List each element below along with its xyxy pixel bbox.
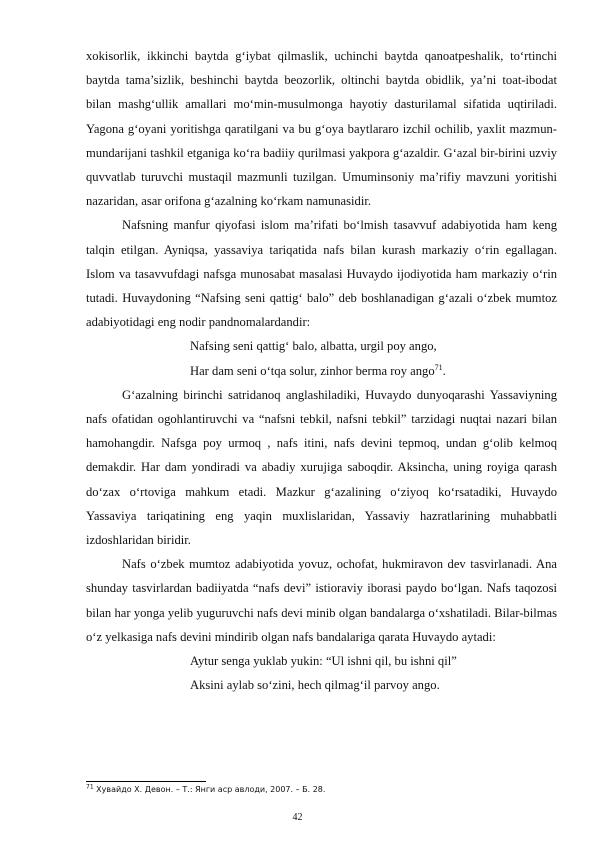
- verse-1-line-2-text: Har dam seni o‘tqa solur, zinhor berma roy ango: [190, 363, 435, 378]
- verse-2-line-2: Aksini aylab so‘zini, hech qilmag‘il parvoy ango.: [190, 678, 440, 693]
- verse-1-line-1: Nafsing seni qattig‘ balo, albatta, urgil poy ango,: [190, 339, 437, 354]
- page-body: [86, 44, 557, 697]
- page-number: 42: [292, 812, 303, 823]
- verse-1-line-2-end: .: [442, 363, 446, 378]
- footnote-divider: [86, 781, 206, 782]
- paragraph-3: G‘azalning birinchi satridanoq anglashiladiki, Huvaydo dunyoqarashi Yassaviyning nafs ofatidan ogohlantiruvchi va “nafsni tebkil, nafsni tebkil” tarzidagi nuqtai nazari bilan hamohangdir. Nafsga poy urmoq , nafs itini, nafs devini tepmoq, undan g‘olib kelmoq demakdir. Har dam yondiradi va abadiy xurujiga saboqdir. Aksincha, uning royiga qarash do‘zax o‘rtoviga mahkum etadi. Mazkur g‘azalining o‘ziyoq ko‘rsatadiki, Huvaydo Yassaviya tariqatining eng yaqin muxlislaridan, Yassaviy hazratlarining muhabbatli izdoshlaridan biridir.: [86, 387, 557, 548]
- paragraph-1: xokisorlik, ikkinchi baytda g‘iybat qilmaslik, uchinchi baytda qanoatpeshalik, to‘rtinchi baytda tama’sizlik, beshinchi baytda beozorlik, oltinchi baytda obidlik, ya’ni toat-ibodat bilan mashg‘ullik amallari mo‘min-musulmonga hayotiy dasturilamal sifatida uqtiriladi. Yagona g‘oyani yoritishga qaratilgani va bu g‘oya baytlararo izchil ochilib, yaxlit mazmun-mundarijani tashkil etganiga ko‘ra badiiy qurilmasi yakpora g‘azaldir. G‘azal bir-birini uzviy quvvatlab turuvchi mustaqil mazmunli tuzilgan. Umuminsoniy ma’rifiy mavzuni yoritishi nazaridan, asar orifona g‘azalning ko‘rkam namunasidir.: [86, 49, 557, 209]
- footnote: [86, 785, 325, 795]
- verse-1-line-2: [190, 359, 557, 383]
- footnote-reference[interactable]: 71: [434, 362, 443, 372]
- footnote-number: 71: [86, 783, 94, 791]
- verse-2-line-1: Aytur senga yuklab yukin: “Ul ishni qil, bu ishni qil”: [190, 654, 457, 669]
- footnote-text: Хувайдо Х. Девон. – Т.: Янги аср авлоди, 2007. – Б. 28.: [93, 785, 326, 794]
- paragraph-2: Nafsning manfur qiyofasi islom ma’rifati bo‘lmish tasavvuf adabiyotida ham keng talqin etilgan. Ayniqsa, yassaviya tariqatida nafs bilan kurash markaziy o‘rin egallagan. Islom va tasavvufdagi nafsga munosabat masalasi Huvaydo ijodiyotida ham markaziy o‘rin tutadi. Huvaydoning “Nafsing seni qattig‘ balo” deb boshlanadigan g‘azali o‘zbek mumtoz adabiyotidagi eng nodir pandnomalardandir:: [86, 218, 557, 330]
- paragraph-4: Nafs o‘zbek mumtoz adabiyotida yovuz, ochofat, hukmiravon dev tasvirlanadi. Ana shunday tasvirlardan badiiyatda “nafs devi” istioraviy iborasi paydo bo‘lgan. Nafs taqozosi bilan har yonga yelib yuguruvchi nafs devi minib olgan bandalarga o‘xshatiladi. Bilar-bilmas o‘z yelkasiga nafs devini mindirib olgan nafs bandalariga qarata Huvaydo aytadi:: [86, 557, 557, 644]
